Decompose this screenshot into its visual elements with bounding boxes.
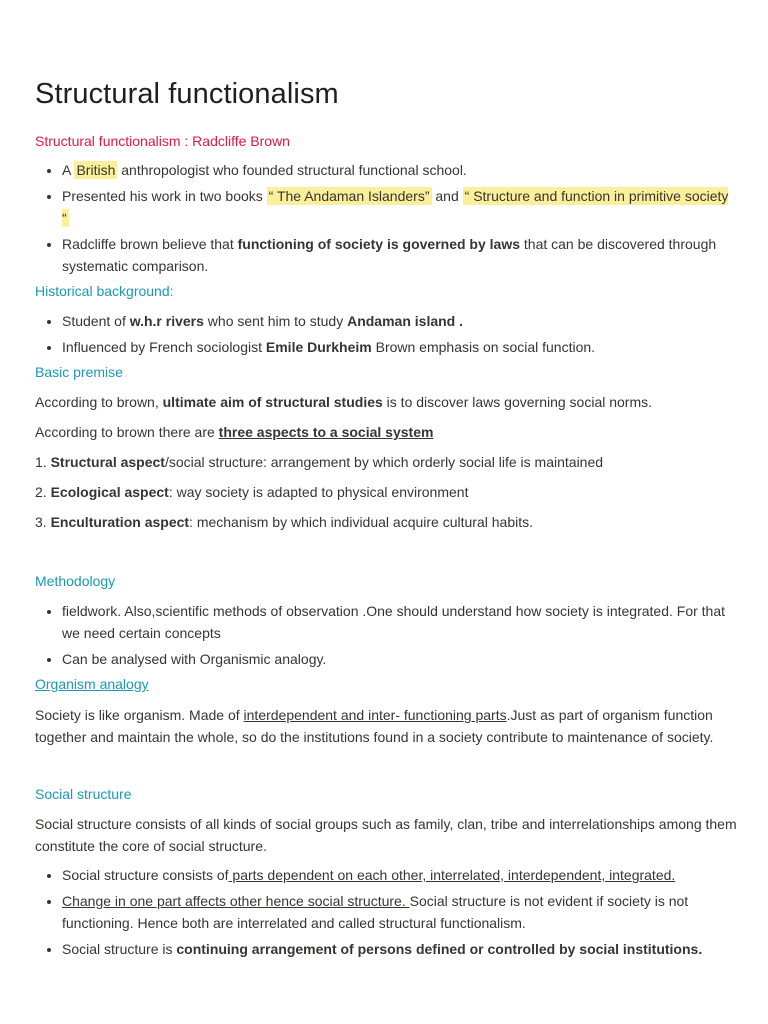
numbered-item: 1. Structural aspect/social structure: arrangement by which orderly social life is maintained xyxy=(35,454,604,470)
list-item: • A British anthropologist who founded structural functional school. xyxy=(62,159,738,181)
list-item: • Presented his work in two books “ The Andaman Islanders” and “ Structure and function in primitive society “ xyxy=(62,185,738,229)
list-item: • Student of w.h.r rivers who sent him to study Andaman island . xyxy=(62,310,738,332)
list-item: • Radcliffe brown believe that functioning of society is governed by laws that can be discovered through systematic comparison. xyxy=(62,233,738,277)
numbered-item: 2. Ecological aspect: way society is adapted to physical environment xyxy=(35,484,469,500)
list-item: • Social structure is continuing arrangement of persons defined or controlled by social institutions. xyxy=(62,938,738,960)
section-heading-social-structure: Social structure xyxy=(35,786,132,802)
organism-analogy-link[interactable]: Organism analogy xyxy=(35,676,149,692)
paragraph: According to brown there are three aspects to a social system xyxy=(35,424,434,440)
highlight: “ The Andaman Islanders” xyxy=(268,188,430,204)
highlight: British xyxy=(76,162,116,178)
numbered-item: 3. Enculturation aspect: mechanism by which individual acquire cultural habits. xyxy=(35,514,533,530)
list-item: • fieldwork. Also,scientific methods of observation .One should understand how society is integrated. For that we need certain concepts xyxy=(62,600,738,644)
historical-list xyxy=(35,310,738,358)
list-item: • Social structure consists of parts dependent on each other, interrelated, interdependent, integrated. xyxy=(62,864,738,886)
social-structure-list xyxy=(35,864,738,960)
intro-list xyxy=(35,159,738,277)
section-heading-methodology: Methodology xyxy=(35,573,116,589)
section-heading-premise: Basic premise xyxy=(35,364,123,380)
page-title: Structural functionalism xyxy=(35,78,339,110)
paragraph: Social structure consists of all kinds of social groups such as family, clan, tribe and interrelationships among them constitute the core of social structure. xyxy=(35,816,737,854)
highlight: “ Structure and function in primitive society “ xyxy=(62,188,729,226)
list-item: • Influenced by French sociologist Emile Durkheim Brown emphasis on social function. xyxy=(62,336,738,358)
methodology-list xyxy=(35,600,738,670)
section-heading-historical: Historical background: xyxy=(35,283,174,299)
list-item: • Change in one part affects other hence social structure. Social structure is not evident if society is not functioning. Hence both are interrelated and called structural functionalism. xyxy=(62,890,738,934)
paragraph: According to brown, ultimate aim of structural studies is to discover laws governing social norms. xyxy=(35,394,653,410)
section-subtitle: Structural functionalism : Radcliffe Brown xyxy=(35,133,290,149)
paragraph: Society is like organism. Made of interdependent and inter- functioning parts.Just as part of organism function together and maintain the whole, so do the institutions found in a society contribute to maintenance of society. xyxy=(35,707,714,745)
list-item: • Can be analysed with Organismic analogy. xyxy=(62,648,738,670)
